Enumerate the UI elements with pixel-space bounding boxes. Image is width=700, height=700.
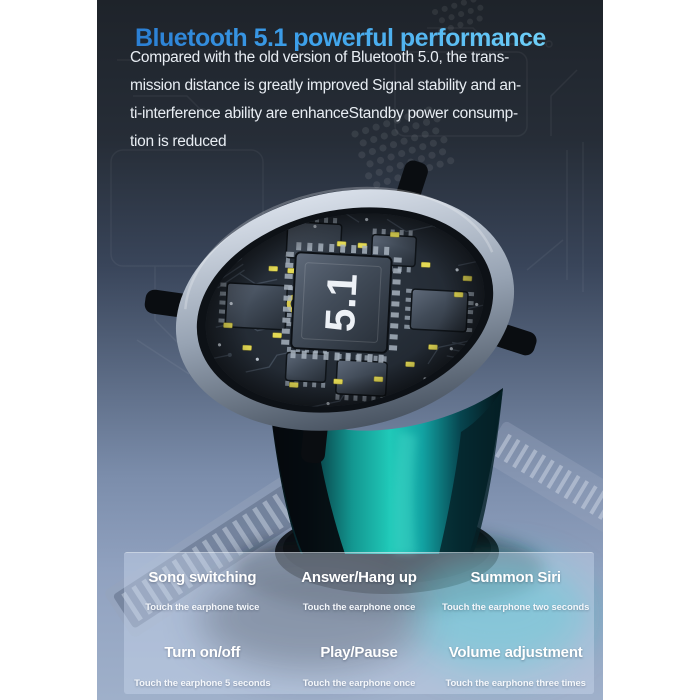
feature-title: Play/Pause — [320, 644, 398, 661]
feature-description: Touch the earphone twice — [145, 602, 260, 613]
feature-description: Touch the earphone 5 seconds — [134, 678, 271, 689]
feature-turn-on-off — [124, 631, 281, 691]
feature-description: Touch the earphone two seconds — [442, 602, 590, 613]
features-row-2 — [124, 631, 594, 691]
feature-summon-siri — [437, 553, 594, 631]
description-line: ti-interference ability are enhanceStandby power consump- — [130, 105, 518, 122]
description-line: tion is reduced — [130, 133, 227, 150]
description-line: mission distance is greatly improved Signal stability and an- — [130, 77, 521, 94]
description-line: Compared with the old version of Bluetooth 5.0, the trans- — [130, 49, 509, 66]
description-paragraph — [130, 44, 521, 156]
feature-title: Song switching — [148, 569, 257, 586]
feature-description: Touch the earphone once — [302, 602, 416, 613]
feature-title: Answer/Hang up — [301, 569, 417, 586]
feature-description: Touch the earphone three times — [445, 678, 586, 689]
feature-song-switching — [124, 553, 281, 631]
headline: Bluetooth 5.1 powerful performance — [135, 23, 546, 52]
features-panel — [124, 552, 594, 694]
poster — [97, 0, 603, 700]
feature-description: Touch the earphone once — [302, 678, 416, 689]
feature-answer-hangup — [281, 553, 438, 631]
feature-title: Turn on/off — [164, 644, 241, 661]
feature-title: Summon Siri — [470, 569, 561, 586]
feature-play-pause — [281, 631, 438, 691]
features-row-1 — [124, 553, 594, 631]
feature-title: Volume adjustment — [448, 644, 583, 661]
feature-volume-adjustment — [437, 631, 594, 691]
